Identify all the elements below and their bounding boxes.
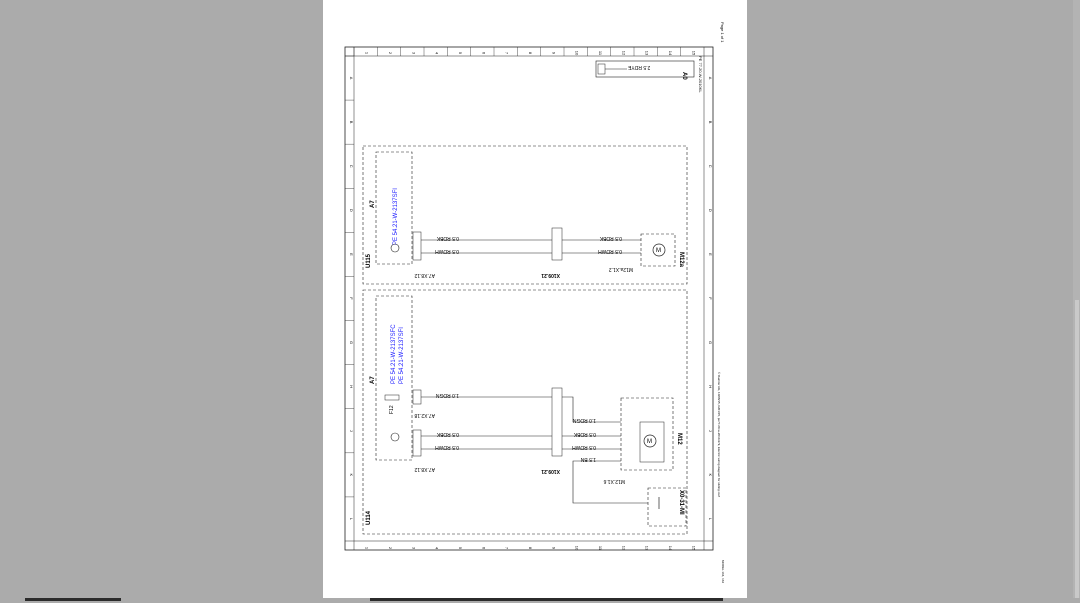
row-number-bottom: 15 [691, 545, 697, 551]
u114-part-ref-2: PE 54.21-W-2137SFI [399, 327, 405, 384]
row-number-top: 8 [528, 51, 533, 55]
u114-m12-box [621, 398, 673, 470]
u114-motor-m: M [647, 439, 652, 445]
u114-conn-a7x8: A7.X8.12 [414, 466, 435, 472]
row-number-bottom: 7 [504, 546, 510, 550]
u114-wire-3-label: 0.5 RDWH [435, 444, 459, 450]
row-number-bottom: 8 [528, 546, 533, 550]
row-number-bottom: 1 [364, 546, 370, 550]
row-number-bottom: 5 [458, 546, 463, 550]
u115-conn-x109: X109.21 [541, 272, 560, 278]
a0-label: A0 [681, 72, 687, 80]
col-letter-right: J [708, 429, 713, 432]
row-number-top: 10 [574, 50, 580, 56]
u114-fuse-icon [385, 395, 399, 400]
row-number-top: 5 [458, 51, 463, 55]
col-letter-left: G [349, 341, 354, 345]
u114-ground-label: X0-31-MI [678, 490, 684, 515]
page-indicator: Page 1 of 1 [720, 22, 725, 43]
col-letter-right: H [708, 385, 713, 389]
footer-line-2: MODEL 164, 164 [721, 560, 725, 584]
drawing-frame [345, 47, 713, 550]
row-number-top: 4 [434, 51, 440, 55]
col-letter-left: C [349, 164, 354, 168]
a0-connector-icon [598, 64, 605, 74]
u115-motor-label: M12a [678, 252, 684, 268]
document-page [323, 0, 747, 598]
col-letter-left: H [349, 385, 354, 389]
col-letter-right: L [708, 517, 713, 521]
u114-a7x2-connector [413, 390, 421, 404]
col-letter-left: F [349, 297, 354, 300]
col-letter-left: L [349, 517, 354, 521]
u114-part-ref-1: PE 54.21-W-2137SFC [391, 324, 397, 384]
u115-title: U115 [366, 253, 372, 268]
row-number-top: 14 [668, 50, 673, 56]
u115-motor-m: M [656, 248, 661, 254]
col-letter-left: J [349, 429, 354, 432]
row-number-bottom: 9 [551, 546, 557, 550]
u115-part-ref: PE 54.21-W-2137SFI [393, 188, 399, 245]
u114-wire-7-label: 1.5 BN [580, 456, 596, 462]
u115-wire-2-label: 0.5 RDWH [435, 248, 459, 254]
u114-motor-label: M12 [676, 433, 682, 445]
row-number-top: 1 [364, 51, 370, 55]
col-letter-left: K [349, 473, 354, 477]
u115-section [363, 146, 687, 284]
u114-conn-a7x2: A7.X2.18 [414, 412, 435, 418]
row-number-bottom: 2 [388, 546, 393, 550]
u114-conn-m12: M12.X1.6 [603, 478, 625, 484]
row-number-bottom: 14 [668, 545, 673, 551]
doc-number: PE 77.20-W-2010KL [698, 56, 703, 93]
u114-title: U114 [366, 510, 372, 525]
u114-a7x8-connector [413, 430, 421, 456]
row-number-top: 6 [481, 51, 487, 55]
row-number-bottom: 10 [574, 545, 580, 551]
u114-wire-2-label: 0.5 RDBK [436, 431, 459, 437]
u114-conn-x109: X109.21 [541, 468, 560, 474]
row-number-top: 7 [504, 51, 510, 55]
u114-section [363, 290, 687, 534]
u114-fuse-label: F12 [389, 405, 395, 414]
col-letter-right: F [708, 297, 713, 300]
row-number-top: 2 [388, 51, 393, 55]
u114-m12-inner [640, 422, 664, 462]
col-letter-left: D [349, 208, 354, 212]
row-number-top: 12 [621, 50, 627, 56]
u114-x109-connector [552, 388, 562, 456]
scrollbar-thumb[interactable] [1075, 300, 1079, 600]
col-letter-right: B [708, 120, 713, 124]
col-letter-left: B [349, 120, 354, 124]
row-number-top: 11 [598, 50, 603, 56]
u114-wire-5-label: 0.5 RDBK [573, 431, 596, 437]
u114-module-icon [391, 433, 399, 441]
footer-line-1: © Daimler AG, 10/08/15, G/01/15, pe77.20-w-2010-97k, Electric wiring diagram for sliding roof [717, 372, 721, 497]
u115-conn-m12a: M12a.X1.2 [608, 266, 633, 272]
col-letter-right: G [708, 341, 713, 345]
u114-a7-label: A7 [370, 376, 376, 384]
row-number-bottom: 4 [434, 546, 440, 550]
row-number-top: 15 [691, 50, 697, 56]
u114-wire-6-label: 0.5 RDWH [572, 444, 596, 450]
col-letter-right: D [708, 208, 713, 212]
wiring-diagram [323, 0, 747, 598]
u114-wire-4-label: 1.0 RDGN [572, 417, 596, 423]
u115-wire-4-label: 0.5 RDWH [598, 248, 622, 254]
u115-a7-connector [413, 232, 421, 260]
a0-wire-label: 2.5 RDYE [628, 64, 651, 70]
row-number-top: 13 [644, 50, 650, 56]
row-number-top: 3 [411, 51, 417, 55]
row-number-bottom: 12 [621, 545, 627, 551]
column-ticks [345, 56, 713, 521]
u115-wire-3-label: 0.5 RDBK [599, 235, 622, 241]
col-letter-left: E [349, 253, 354, 256]
row-number-bottom: 11 [598, 545, 603, 551]
u115-conn-a7: A7.X8.12 [414, 272, 435, 278]
col-letter-right: K [708, 473, 713, 477]
u114-wire-1-label: 1.0 RDGN [435, 392, 459, 398]
row-number-bottom: 3 [411, 546, 417, 550]
row-number-bottom: 13 [644, 545, 650, 551]
row-number-bottom: 6 [481, 546, 487, 550]
col-letter-right: C [708, 164, 713, 168]
u115-x109-connector [552, 228, 562, 260]
col-letter-right: E [708, 253, 713, 256]
col-letter-right: A [708, 76, 713, 80]
row-ticks [354, 47, 696, 551]
col-letter-left: A [349, 76, 354, 80]
row-number-top: 9 [551, 51, 557, 55]
u115-a7-label: A7 [370, 200, 376, 208]
u115-wire-1-label: 0.5 RDBK [436, 235, 459, 241]
